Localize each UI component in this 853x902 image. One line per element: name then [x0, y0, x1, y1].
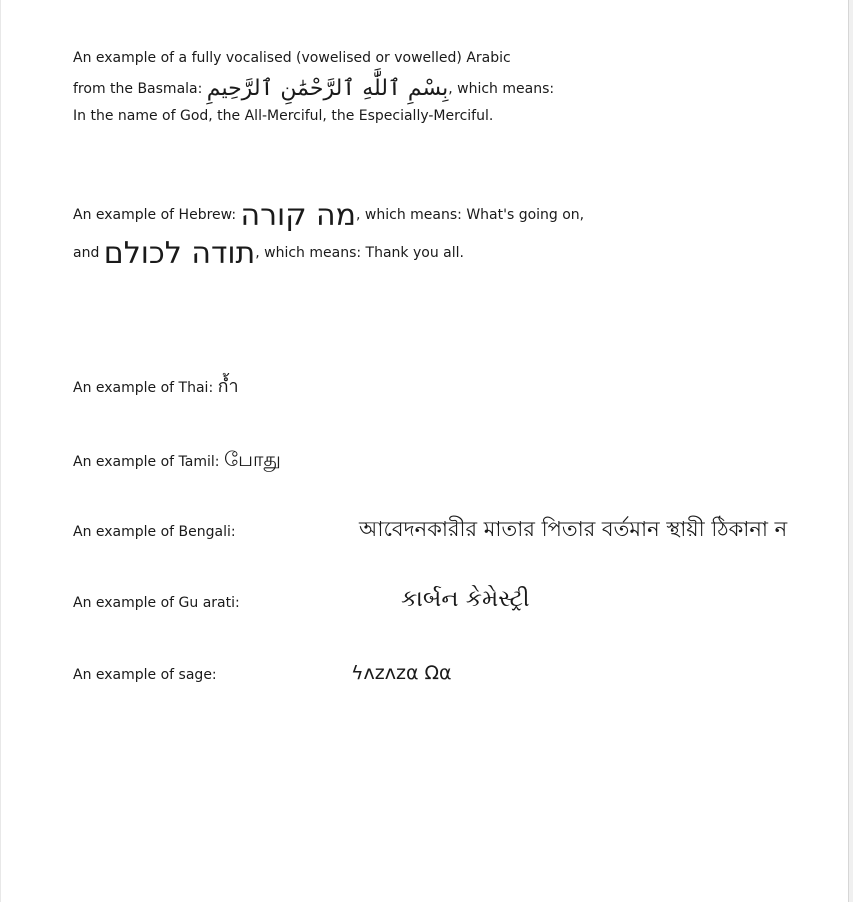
arabic-basmala-line — [73, 76, 555, 101]
other-script-label: An example of sage: — [73, 667, 217, 683]
page-edge-divider — [848, 0, 853, 902]
hebrew-suffix-2: , which means: Thank you all. — [255, 245, 464, 261]
arabic-basmala-suffix: , which means: — [448, 81, 555, 97]
hebrew-line-1 — [73, 198, 585, 233]
thai-label: An example of Thai: — [73, 380, 218, 396]
thai-line — [73, 378, 239, 397]
other-script-text: ϟʌzʌzα Ωα — [351, 662, 452, 684]
hebrew-prefix-1: An example of Hebrew: — [73, 207, 241, 223]
arabic-basmala-text: بِسْمِ ٱللَّٰهِ ٱلرَّحْمَٰنِ ٱلرَّحِيمِ — [206, 76, 449, 101]
thai-text: ก้ำ — [217, 376, 239, 397]
arabic-intro-line — [73, 49, 511, 67]
arabic-translation-text: In the name of God, the All-Merciful, the Especially-Merciful. — [73, 108, 494, 124]
hebrew-text-2: תודה לכולם — [103, 236, 256, 271]
hebrew-text-1: מה קורה — [240, 198, 357, 233]
hebrew-prefix-2: and — [73, 245, 104, 261]
tamil-text: போது — [223, 447, 281, 471]
tamil-line — [73, 447, 281, 471]
bengali-text: আবেদনকারীর মাতার পিতার বর্তমান স্থায়ী ঠিকানা ন — [359, 517, 788, 541]
tamil-label: An example of Tamil: — [73, 454, 224, 470]
arabic-basmala-prefix: from the Basmala: — [73, 81, 207, 97]
hebrew-suffix-1: , which means: What's going on, — [356, 207, 585, 223]
gujarati-label: An example of Gu arati: — [73, 595, 240, 611]
bengali-label: An example of Bengali: — [73, 524, 236, 540]
arabic-translation-line — [73, 107, 493, 125]
gujarati-text: કાર્બન કેમેસ્ટ્રી — [401, 586, 530, 612]
hebrew-line-2 — [73, 236, 464, 271]
arabic-intro-text: An example of a fully vocalised (vowelised or vowelled) Arabic — [73, 50, 511, 66]
